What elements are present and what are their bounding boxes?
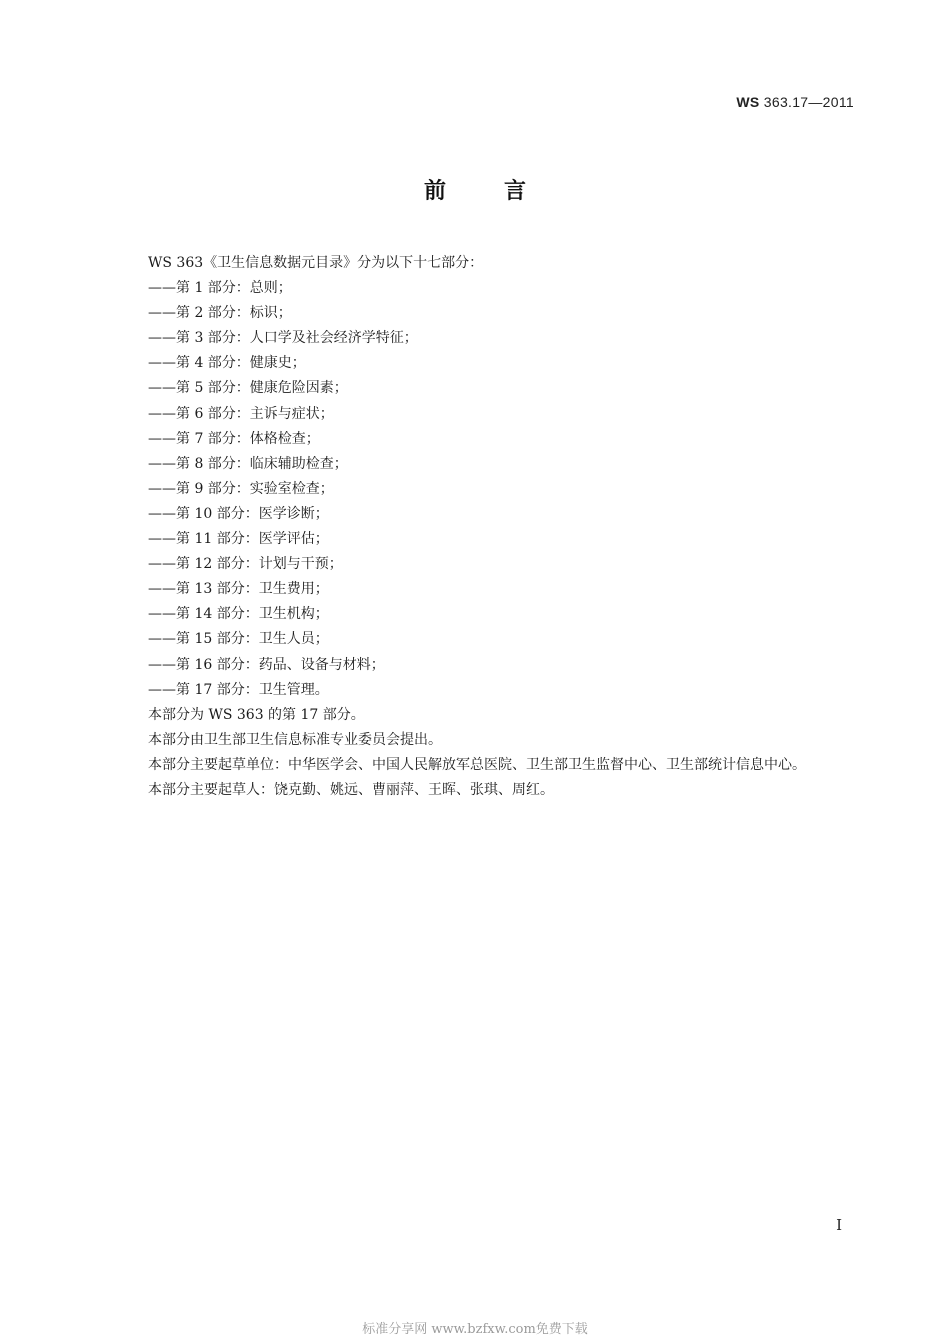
footer-watermark: 标准分享网 www.bzfxw.com免费下载: [362, 1322, 588, 1337]
list-item: ——第 6 部分：主诉与症状；: [148, 405, 334, 422]
list-item: ——第 13 部分：卫生费用；: [148, 581, 329, 598]
list-item: ——第 16 部分：药品、设备与材料；: [148, 656, 385, 673]
page-title: 前言: [423, 179, 584, 204]
proposer-paragraph: 本部分由卫生部卫生信息标准专业委员会提出。: [148, 731, 442, 748]
list-item: ——第 7 部分：体格检查；: [148, 430, 320, 447]
list-item: ——第 5 部分：健康危险因素；: [148, 380, 348, 397]
list-item: ——第 3 部分：人口学及社会经济学特征；: [148, 330, 418, 347]
list-item: ——第 2 部分：标识；: [148, 305, 292, 322]
list-item: ——第 4 部分：健康史；: [148, 355, 306, 372]
foreword-body: [120, 251, 860, 803]
list-item: ——第 15 部分：卫生人员；: [148, 631, 329, 648]
standard-code: 363.17—2011: [763, 94, 854, 110]
list-item: ——第 11 部分：医学评估；: [148, 531, 329, 548]
standard-number: [736, 94, 854, 110]
list-item: ——第 17 部分：卫生管理。: [148, 681, 329, 698]
standard-prefix: WS: [736, 94, 760, 110]
list-item: ——第 8 部分：临床辅助检查；: [148, 455, 348, 472]
drafters-paragraph: 本部分主要起草人：饶克勤、姚远、曹丽萍、王晖、张琪、周红。: [148, 781, 554, 798]
list-item: ——第 14 部分：卫生机构；: [148, 606, 329, 623]
scope-paragraph: 本部分为 WS 363 的第 17 部分。: [148, 706, 365, 723]
intro-paragraph: WS 363《卫生信息数据元目录》分为以下十七部分：: [148, 255, 484, 271]
parts-list: [120, 276, 860, 703]
drafting-units-paragraph: 本部分主要起草单位：中华医学会、中国人民解放军总医院、卫生部卫生监督中心、卫生部统计信息中心。: [148, 756, 806, 773]
list-item: ——第 1 部分：总则；: [148, 280, 292, 297]
list-item: ——第 9 部分：实验室检查；: [148, 480, 334, 497]
list-item: ——第 10 部分：医学诊断；: [148, 505, 329, 522]
list-item: ——第 12 部分：计划与干预；: [148, 556, 343, 573]
page-number: I: [836, 1216, 842, 1234]
